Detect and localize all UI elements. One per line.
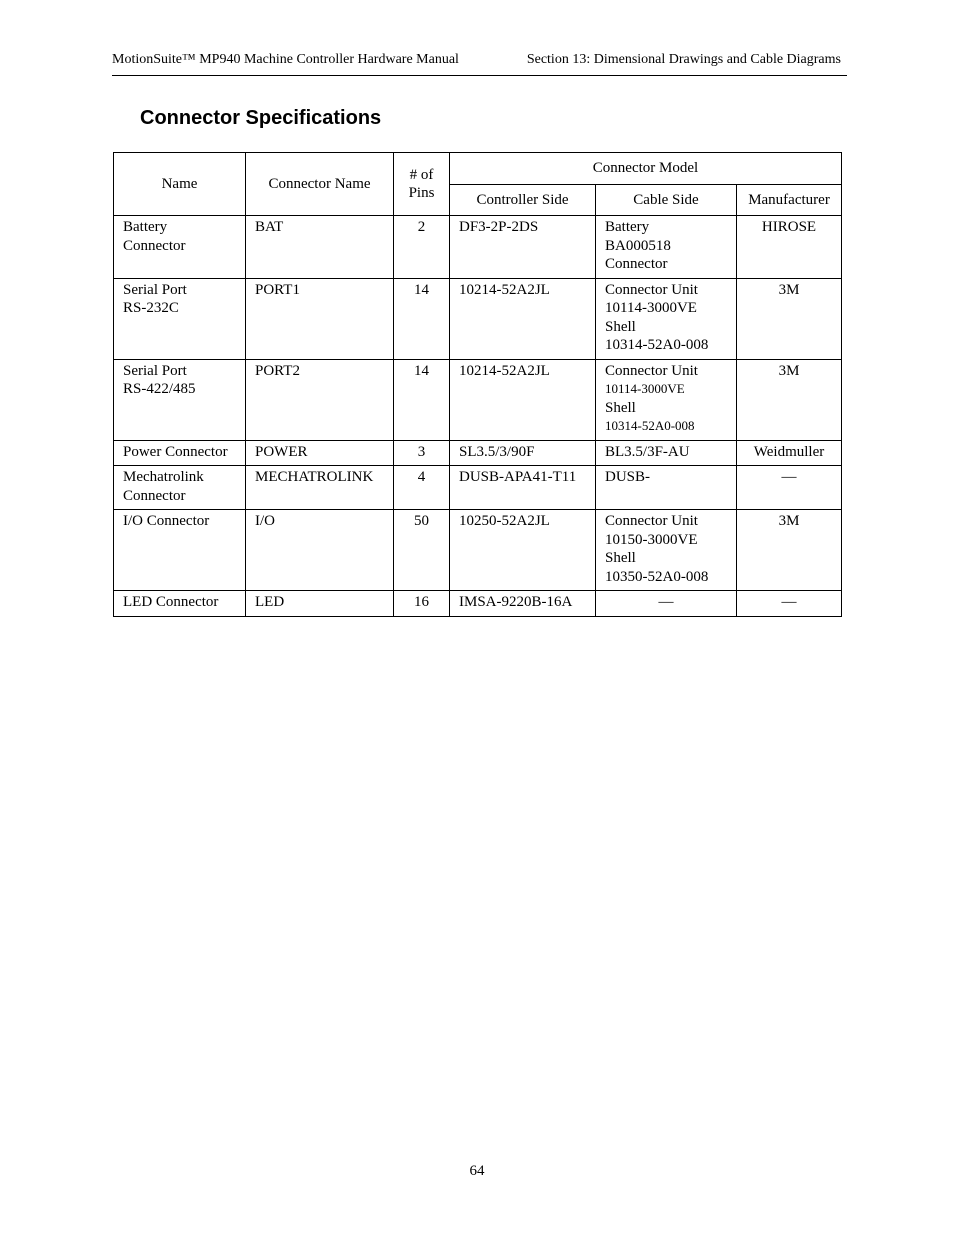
manual-title: MotionSuite™ MP940 Machine Controller Hardware Manual: [112, 52, 459, 67]
cell-connector-name: MECHATROLINK: [246, 466, 394, 510]
section-title-header: Section 13: Dimensional Drawings and Cable Diagrams: [526, 52, 841, 67]
table-row: [114, 278, 842, 359]
table-row: [114, 359, 842, 440]
header-connector-model: Connector Model: [450, 153, 842, 185]
cell-controller-side: IMSA-9220B-16A: [450, 591, 596, 617]
table-row: [114, 466, 842, 510]
cell-cable-side: Battery BA000518 Connector: [596, 216, 737, 279]
cell-cable-side: Connector Unit 10114-3000VE Shell 10314-52A0-008: [596, 278, 737, 359]
table-row: [114, 216, 842, 279]
cell-manufacturer: 3M: [737, 359, 842, 440]
page-header: [112, 50, 847, 76]
cell-manufacturer: —: [737, 466, 842, 510]
cell-manufacturer: —: [737, 591, 842, 617]
cell-controller-side: 10214-52A2JL: [450, 278, 596, 359]
cell-name: Serial Port RS-232C: [114, 278, 246, 359]
connector-spec-table: [113, 152, 842, 617]
cell-name: I/O Connector: [114, 510, 246, 591]
cell-name: Battery Connector: [114, 216, 246, 279]
cell-connector-name: I/O: [246, 510, 394, 591]
cell-connector-name: LED: [246, 591, 394, 617]
header-pins-line2: Pins: [408, 185, 435, 201]
cell-connector-name: POWER: [246, 440, 394, 466]
page-number: 64: [469, 1163, 485, 1179]
cell-pins: 4: [394, 466, 450, 510]
header-manufacturer: Manufacturer: [737, 185, 842, 216]
cell-connector-name: PORT1: [246, 278, 394, 359]
cell-manufacturer: 3M: [737, 278, 842, 359]
header-name: Name: [114, 153, 246, 216]
cell-cable-side: BL3.5/3F-AU: [596, 440, 737, 466]
table-row: [114, 440, 842, 466]
cell-cable-side: Connector Unit 10150-3000VE Shell 10350-52A0-008: [596, 510, 737, 591]
cell-pins: 3: [394, 440, 450, 466]
cell-controller-side: 10250-52A2JL: [450, 510, 596, 591]
page-title: Connector Specifications: [140, 107, 382, 129]
cell-name: LED Connector: [114, 591, 246, 617]
cell-cable-side: —: [596, 591, 737, 617]
header-pins: [394, 153, 450, 216]
cell-controller-side: DF3-2P-2DS: [450, 216, 596, 279]
cell-connector-name: PORT2: [246, 359, 394, 440]
cell-name: Power Connector: [114, 440, 246, 466]
cell-controller-side: DUSB-APA41-T11: [450, 466, 596, 510]
cell-manufacturer: Weidmuller: [737, 440, 842, 466]
cell-pins: 50: [394, 510, 450, 591]
table-row: [114, 510, 842, 591]
cell-cable-side: Connector Unit 10114-3000VE Shell 10314-52A0-008: [596, 359, 737, 440]
cell-pins: 14: [394, 359, 450, 440]
cell-name: Serial Port RS-422/485: [114, 359, 246, 440]
cell-name: Mechatrolink Connector: [114, 466, 246, 510]
cell-pins: 2: [394, 216, 450, 279]
cell-controller-side: 10214-52A2JL: [450, 359, 596, 440]
header-pins-line1: # of: [409, 167, 434, 183]
cell-pins: 14: [394, 278, 450, 359]
cell-controller-side: SL3.5/3/90F: [450, 440, 596, 466]
cell-pins: 16: [394, 591, 450, 617]
cell-cable-side: DUSB-: [596, 466, 737, 510]
header-cable-side: Cable Side: [596, 185, 737, 216]
cell-manufacturer: 3M: [737, 510, 842, 591]
table-row: [114, 591, 842, 617]
header-controller-side: Controller Side: [450, 185, 596, 216]
cell-manufacturer: HIROSE: [737, 216, 842, 279]
cell-connector-name: BAT: [246, 216, 394, 279]
header-connector-name: Connector Name: [246, 153, 394, 216]
